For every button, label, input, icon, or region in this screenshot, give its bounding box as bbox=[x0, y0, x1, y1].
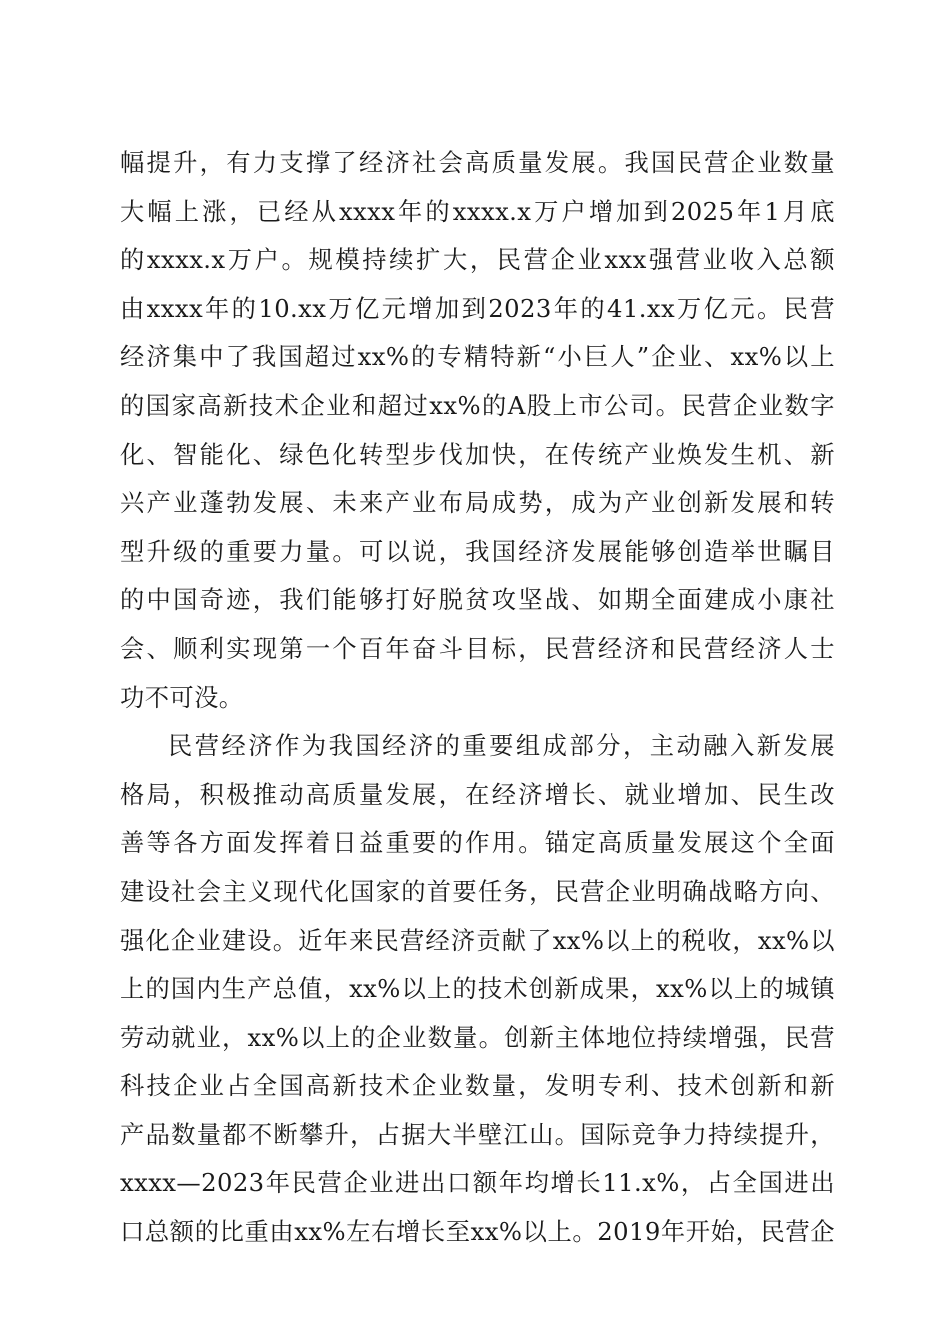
text-line: 上的国内生产总值，xx%以上的技术创新成果，xx%以上的城镇 bbox=[120, 974, 835, 1004]
text-line: 科技企业占全国高新技术企业数量，发明专利、技术创新和新 bbox=[120, 1071, 835, 1101]
text-line: 的xxxx.x万户。规模持续扩大，民营企业xxx强营业收入总额 bbox=[120, 245, 835, 275]
text-line: 格局，积极推动高质量发展，在经济增长、就业增加、民生改 bbox=[120, 779, 835, 809]
text-line: 产品数量都不断攀升，占据大半壁江山。国际竞争力持续提升， bbox=[120, 1119, 835, 1149]
text-line: xxxx—2023年民营企业进出口额年均增长11.x%，占全国进出 bbox=[120, 1168, 835, 1198]
text-line: 强化企业建设。近年来民营经济贡献了xx%以上的税收，xx%以 bbox=[120, 925, 835, 955]
text-line: 的中国奇迹，我们能够打好脱贫攻坚战、如期全面建成小康社 bbox=[120, 585, 835, 615]
text-line: 民营经济作为我国经济的重要组成部分，主动融入新发展 bbox=[168, 731, 835, 761]
text-line: 善等各方面发挥着日益重要的作用。锚定高质量发展这个全面 bbox=[120, 828, 835, 858]
text-line: 幅提升，有力支撑了经济社会高质量发展。我国民营企业数量 bbox=[120, 148, 835, 177]
text-line: 劳动就业，xx%以上的企业数量。创新主体地位持续增强，民营 bbox=[120, 1022, 835, 1052]
paragraph-1 bbox=[120, 139, 835, 722]
text-line: 大幅上涨，已经从xxxx年的xxxx.x万户增加到2025年1月底 bbox=[120, 196, 835, 226]
text-line: 的国家高新技术企业和超过xx%的A股上市公司。民营企业数字 bbox=[120, 390, 835, 420]
document-body bbox=[120, 139, 835, 1257]
text-line: 经济集中了我国超过xx%的专精特新“小巨人”企业、xx%以上 bbox=[120, 342, 835, 372]
text-line: 化、智能化、绿色化转型步伐加快，在传统产业焕发生机、新 bbox=[120, 439, 835, 469]
text-line: 会、顺利实现第一个百年奋斗目标，民营经济和民营经济人士 bbox=[120, 633, 835, 663]
paragraph-2 bbox=[120, 722, 835, 1257]
text-line: 型升级的重要力量。可以说，我国经济发展能够创造举世瞩目 bbox=[120, 536, 835, 566]
text-line: 兴产业蓬勃发展、未来产业布局成势，成为产业创新发展和转 bbox=[120, 488, 835, 518]
text-line: 功不可没。 bbox=[120, 682, 244, 712]
text-line: 由xxxx年的10.xx万亿元增加到2023年的41.xx万亿元。民营 bbox=[120, 293, 835, 323]
text-line: 建设社会主义现代化国家的首要任务，民营企业明确战略方向、 bbox=[120, 876, 835, 906]
text-line: 口总额的比重由xx%左右增长至xx%以上。2019年开始，民营企 bbox=[120, 1217, 835, 1247]
